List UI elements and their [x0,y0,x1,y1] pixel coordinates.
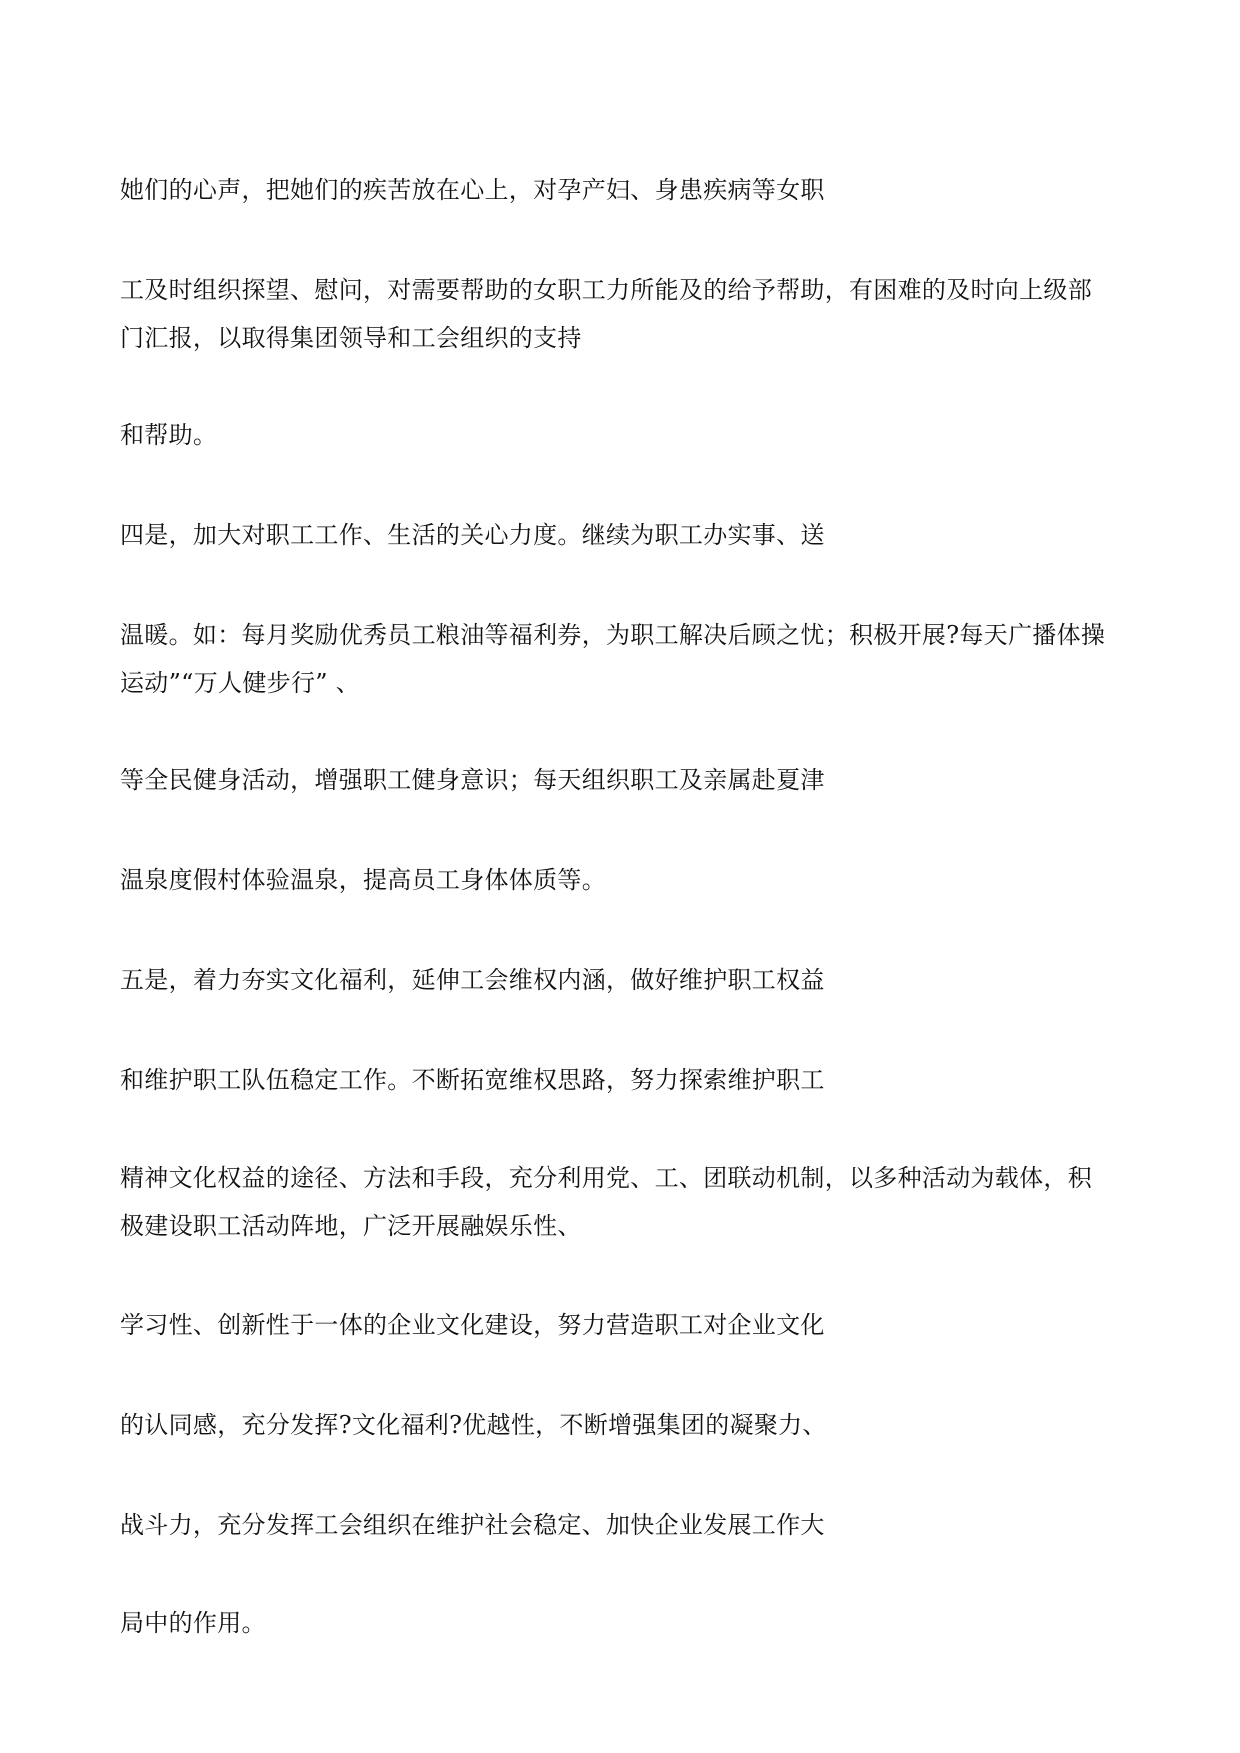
text-line: 精神文化权益的途径、方法和手段，充分利用党、工、团联动机制，以多种活动为载体，积 [120,1164,1092,1192]
text-line: 门汇报，以取得集团领导和工会组织的支持 [120,324,582,352]
text-line: 学习性、创新性于一体的企业文化建设，努力营造职工对企业文化 [120,1311,825,1339]
text-line: 局中的作用。 [120,1609,266,1637]
text-line: 等全民健身活动，增强职工健身意识；每天组织职工及亲属赴夏津 [120,766,825,794]
text-line: 工及时组织探望、慰问，对需要帮助的女职工力所能及的给予帮助，有困难的及时向上级部 [120,276,1092,304]
text-line: 温泉度假村体验温泉，提高员工身体体质等。 [120,866,606,894]
text-line: 她们的心声，把她们的疾苦放在心上，对孕产妇、身患疾病等女职 [120,176,825,204]
text-line: 运动”“万人健步行” 、 [120,669,361,697]
text-line: 五是，着力夯实文化福利，延伸工会维权内涵，做好维护职工权益 [120,966,825,994]
text-line: 的认同感，充分发挥?文化福利?优越性，不断增强集团的凝聚力、 [120,1411,827,1439]
text-line: 极建设职工活动阵地，广泛开展融娱乐性、 [120,1212,582,1240]
text-line: 和维护职工队伍稳定工作。不断拓宽维权思路，努力探索维护职工 [120,1066,825,1094]
text-line: 和帮助。 [120,421,218,449]
text-line: 战斗力，充分发挥工会组织在维护社会稳定、加快企业发展工作大 [120,1511,825,1539]
text-line: 温暖。如：每月奖励优秀员工粮油等福利券，为职工解决后顾之忧；积极开展?每天广播体操 [120,621,1106,649]
text-line: 四是，加大对职工工作、生活的关心力度。继续为职工办实事、送 [120,521,825,549]
